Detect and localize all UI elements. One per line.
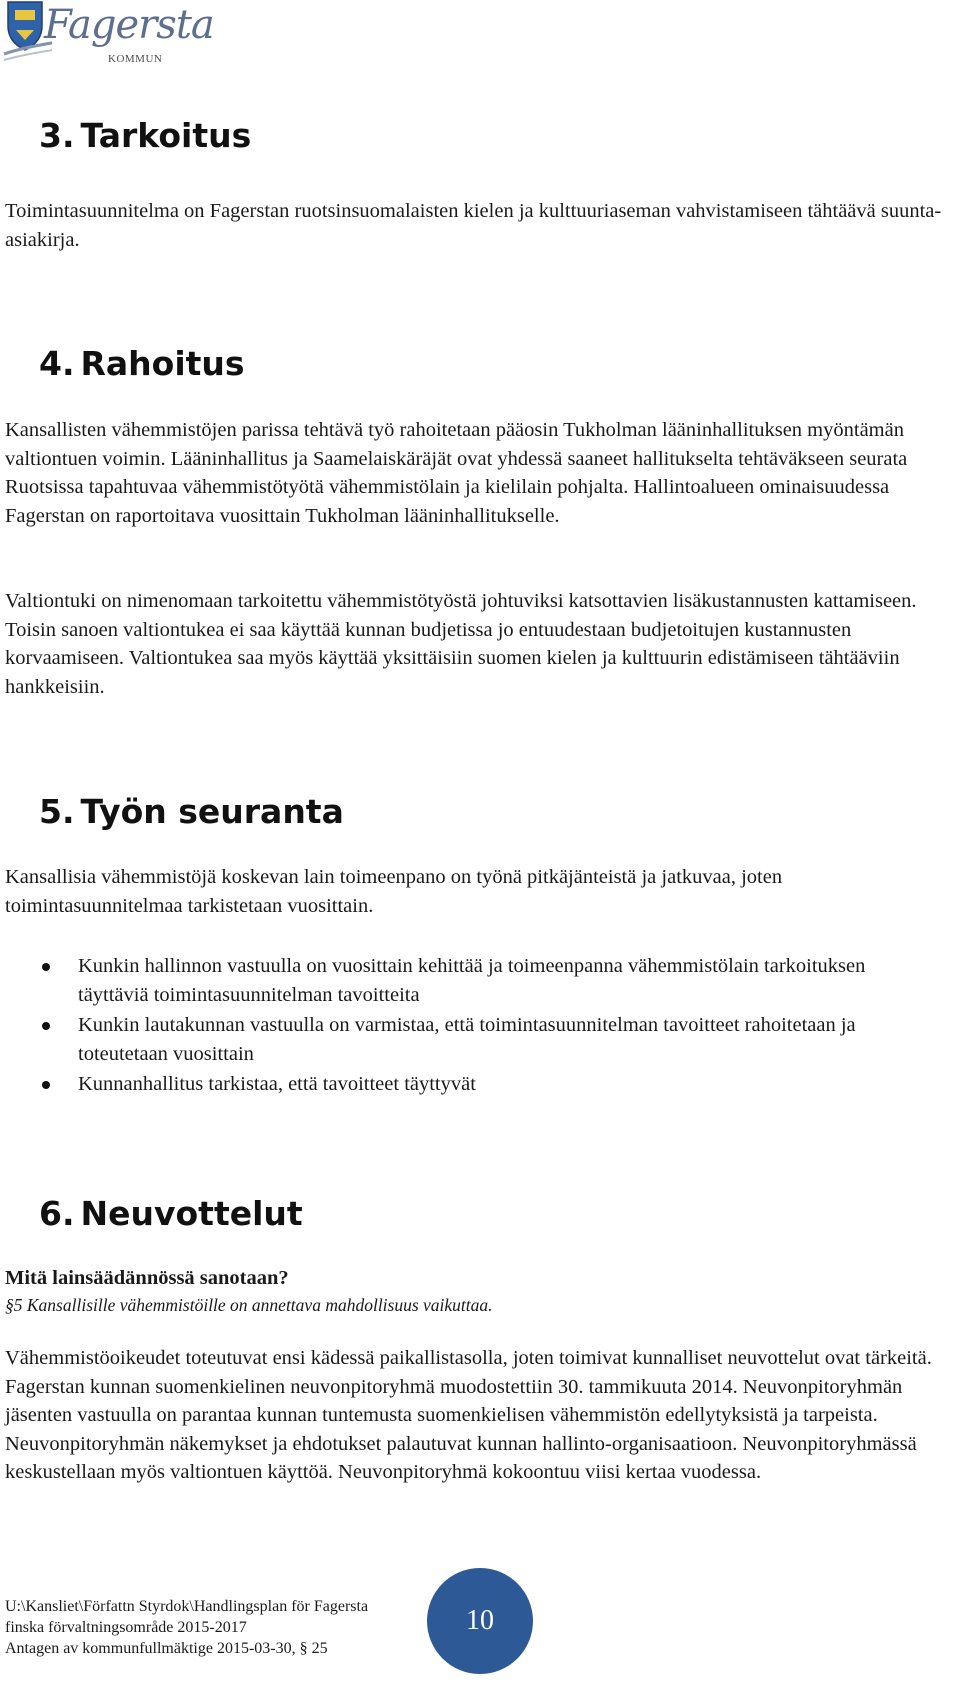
bullet-icon [42,963,50,971]
list-item: Kunkin hallinnon vastuulla on vuosittain kehittää ja toimeenpanna vähemmistölain tarkoituksen täyttäviä toimintasuunnitelman tavoitteita [5,952,905,1009]
section-heading-6 [39,1194,303,1233]
footer-adoption-note: Antagen av kommunfullmäktige 2015-03-30, § 25 [5,1640,328,1657]
paragraph-funding-1: Kansallisten vähemmistöjen parissa tehtävä työ rahoitetaan pääosin Tukholman lääninhallituksen myöntämän valtiontuen voimin. Lääninhallitus ja Saamelaiskäräjät ovat yhdessä saaneet hallitukselta tehtäväkseen seurata Ruotsissa tapahtuvaa vähemmistötyötä vähemmistölain ja kielilain pohjalta. Hallintoalueen ominaisuudessa Fagerstan on raportoitava vuosittain Tukholman lääninhallitukselle. [5,419,908,527]
section-title: Tarkoitus [80,116,252,155]
fagersta-logo [2,0,214,72]
page-number: 10 [466,1605,494,1636]
section-number: 4. [39,344,75,383]
footer-path: U:\Kansliet\Författn Styrdok\Handlingsplan för Fagersta [5,1598,369,1615]
section-number: 3. [39,116,75,155]
list-item: Kunnanhallitus tarkistaa, että tavoitteet täyttyvät [5,1070,905,1099]
logo-subtitle: KOMMUN [108,53,163,65]
section-heading-4 [39,344,245,383]
logo-wordmark: Fagersta [44,2,214,48]
paragraph-purpose: Toimintasuunnitelma on Fagerstan ruotsinsuomalaisten kielen ja kulttuuriaseman vahvistamiseen tähtäävä suunta-asiakirja. [5,200,942,251]
bullet-icon [42,1081,50,1089]
section-heading-3 [39,116,251,155]
followup-bullet-list [5,952,905,1101]
paragraph-consultations: Vähemmistöoikeudet toteutuvat ensi kädessä paikallistasolla, joten toimivat kunnalliset neuvottelut ovat tärkeitä. Fagerstan kunnan suomenkielinen neuvonpitoryhmä muodostettiin 30. tammikuuta 2014. Neuvonpitoryhmän jäsenten vastuulla on parantaa kunnan tuntemusta suomenkielisen vähemmistön edellytyksistä ja tarpeista. Neuvonpitoryhmän näkemykset ja ehdotukset palautuvat kunnan hallinto-organisaatioon. Neuvonpitoryhmässä keskustellaan myös valtiontuen käyttöä. Neuvonpitoryhmä kokoontuu viisi kertaa vuodessa. [5,1347,932,1483]
section-number: 5. [39,792,75,831]
list-item: Kunkin lautakunnan vastuulla on varmistaa, että toimintasuunnitelman tavoitteet rahoitetaan ja toteutetaan vuosittain [5,1011,905,1068]
footer-document-name: finska förvaltningsområde 2015-2017 [5,1619,247,1636]
section-heading-5 [39,792,344,831]
law-question: Mitä lainsäädännössä sanotaan? [5,1267,289,1289]
section-title: Neuvottelut [80,1194,303,1233]
paragraph-followup: Kansallisia vähemmistöjä koskevan lain toimeenpano on työnä pitkäjänteistä ja jatkuvaa, joten toimintasuunnitelmaa tarkistetaan vuosittain. [5,866,783,917]
law-citation: §5 Kansallisille vähemmistöille on annettava mahdollisuus vaikuttaa. [5,1295,493,1315]
paragraph-funding-2: Valtiontuki on nimenomaan tarkoitettu vähemmistötyöstä johtuviksi katsottavien lisäkustannusten kattamiseen. Toisin sanoen valtiontukea ei saa käyttää kunnan budjetissa jo entuudestaan budjetoitujen kustannusten korvaamiseen. Valtiontukea saa myös käyttää yksittäisiin suomen kielen ja kulttuurin edistämiseen tähtääviin hankkeisiin. [5,590,917,698]
section-title: Työn seuranta [80,792,344,831]
section-title: Rahoitus [80,344,245,383]
page-footer [5,1596,368,1659]
section-number: 6. [39,1194,75,1233]
page-number-badge [427,1568,533,1674]
bullet-icon [42,1022,50,1030]
